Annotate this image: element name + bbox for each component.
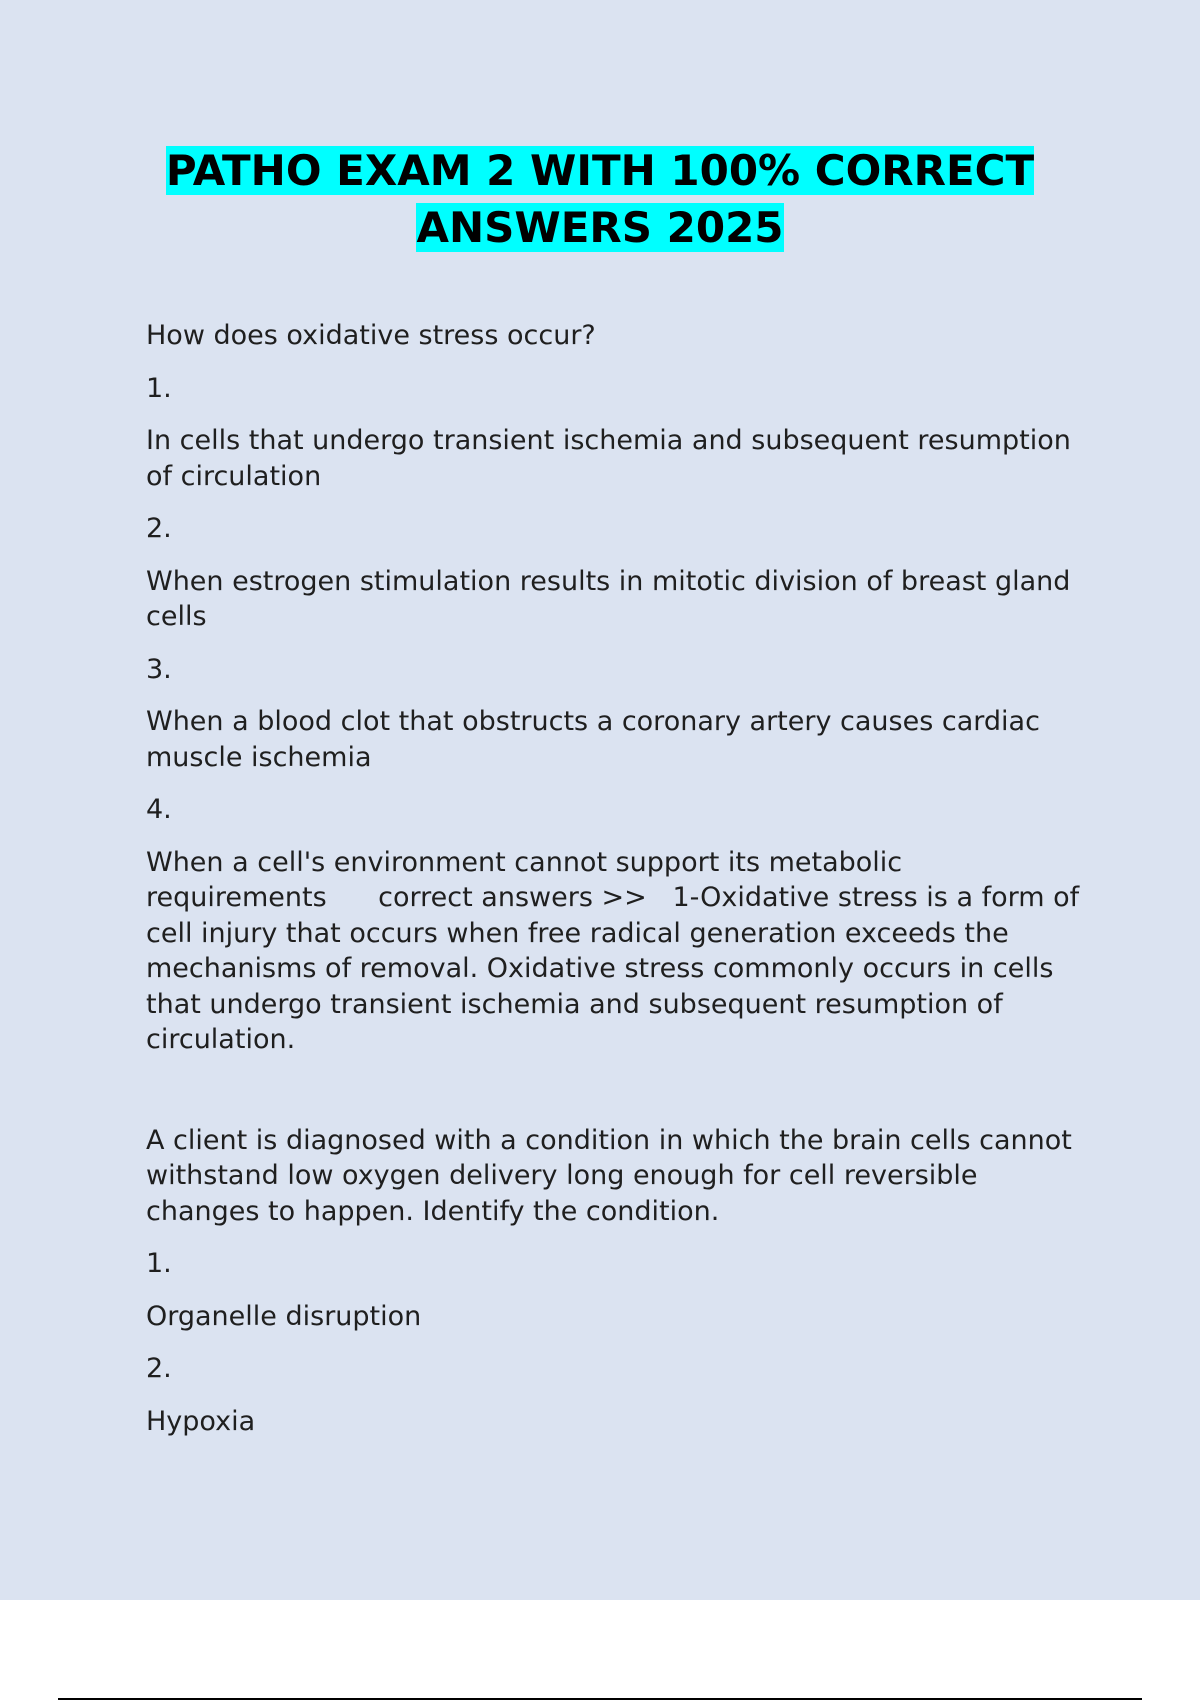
option-text: When a blood clot that obstructs a coronary artery causes cardiac muscle ischemia <box>146 706 1040 773</box>
option-text: When a cell's environment cannot support its metabolic requirements <box>146 846 903 913</box>
answer-paragraph <box>146 845 1096 1058</box>
option-number: 3. <box>146 653 172 685</box>
question-block-1 <box>146 318 1096 1058</box>
title-line-2: ANSWERS 2025 <box>416 203 784 252</box>
option-text: When estrogen stimulation results in mitotic division of breast gland cells <box>146 565 1071 632</box>
question-prompt: A client is diagnosed with a condition in which the brain cells cannot withstand low oxygen delivery long enough for cell reversible changes to happen. Identify the condition. <box>146 1124 1072 1227</box>
option-number: 4. <box>146 794 172 825</box>
option-text: Organelle disruption <box>146 1300 422 1332</box>
section-spacer <box>146 1075 1096 1123</box>
option-number: 1. <box>146 1248 172 1279</box>
option-number: 2. <box>146 1353 172 1384</box>
option-text: In cells that undergo transient ischemia and subsequent resumption of circulation <box>146 425 1071 492</box>
option-number: 2. <box>146 513 172 544</box>
option-text: Hypoxia <box>146 1405 256 1437</box>
document-content <box>146 318 1096 1456</box>
title-line-1: PATHO EXAM 2 WITH 100% CORRECT <box>165 146 1035 195</box>
answer-marker: correct answers >> <box>378 882 647 913</box>
question-block-2 <box>146 1123 1096 1440</box>
option-number: 1. <box>146 372 172 404</box>
document-title <box>100 142 1100 256</box>
question-prompt: How does oxidative stress occur? <box>146 320 596 351</box>
answer-text: 1-Oxidative stress is a form of cell injury that occurs when free radical generation exceeds the mechanisms of removal. Oxidative stress commonly occurs in cells that undergo transient ischemia and subsequent resumption of circulation. <box>146 882 1080 1055</box>
